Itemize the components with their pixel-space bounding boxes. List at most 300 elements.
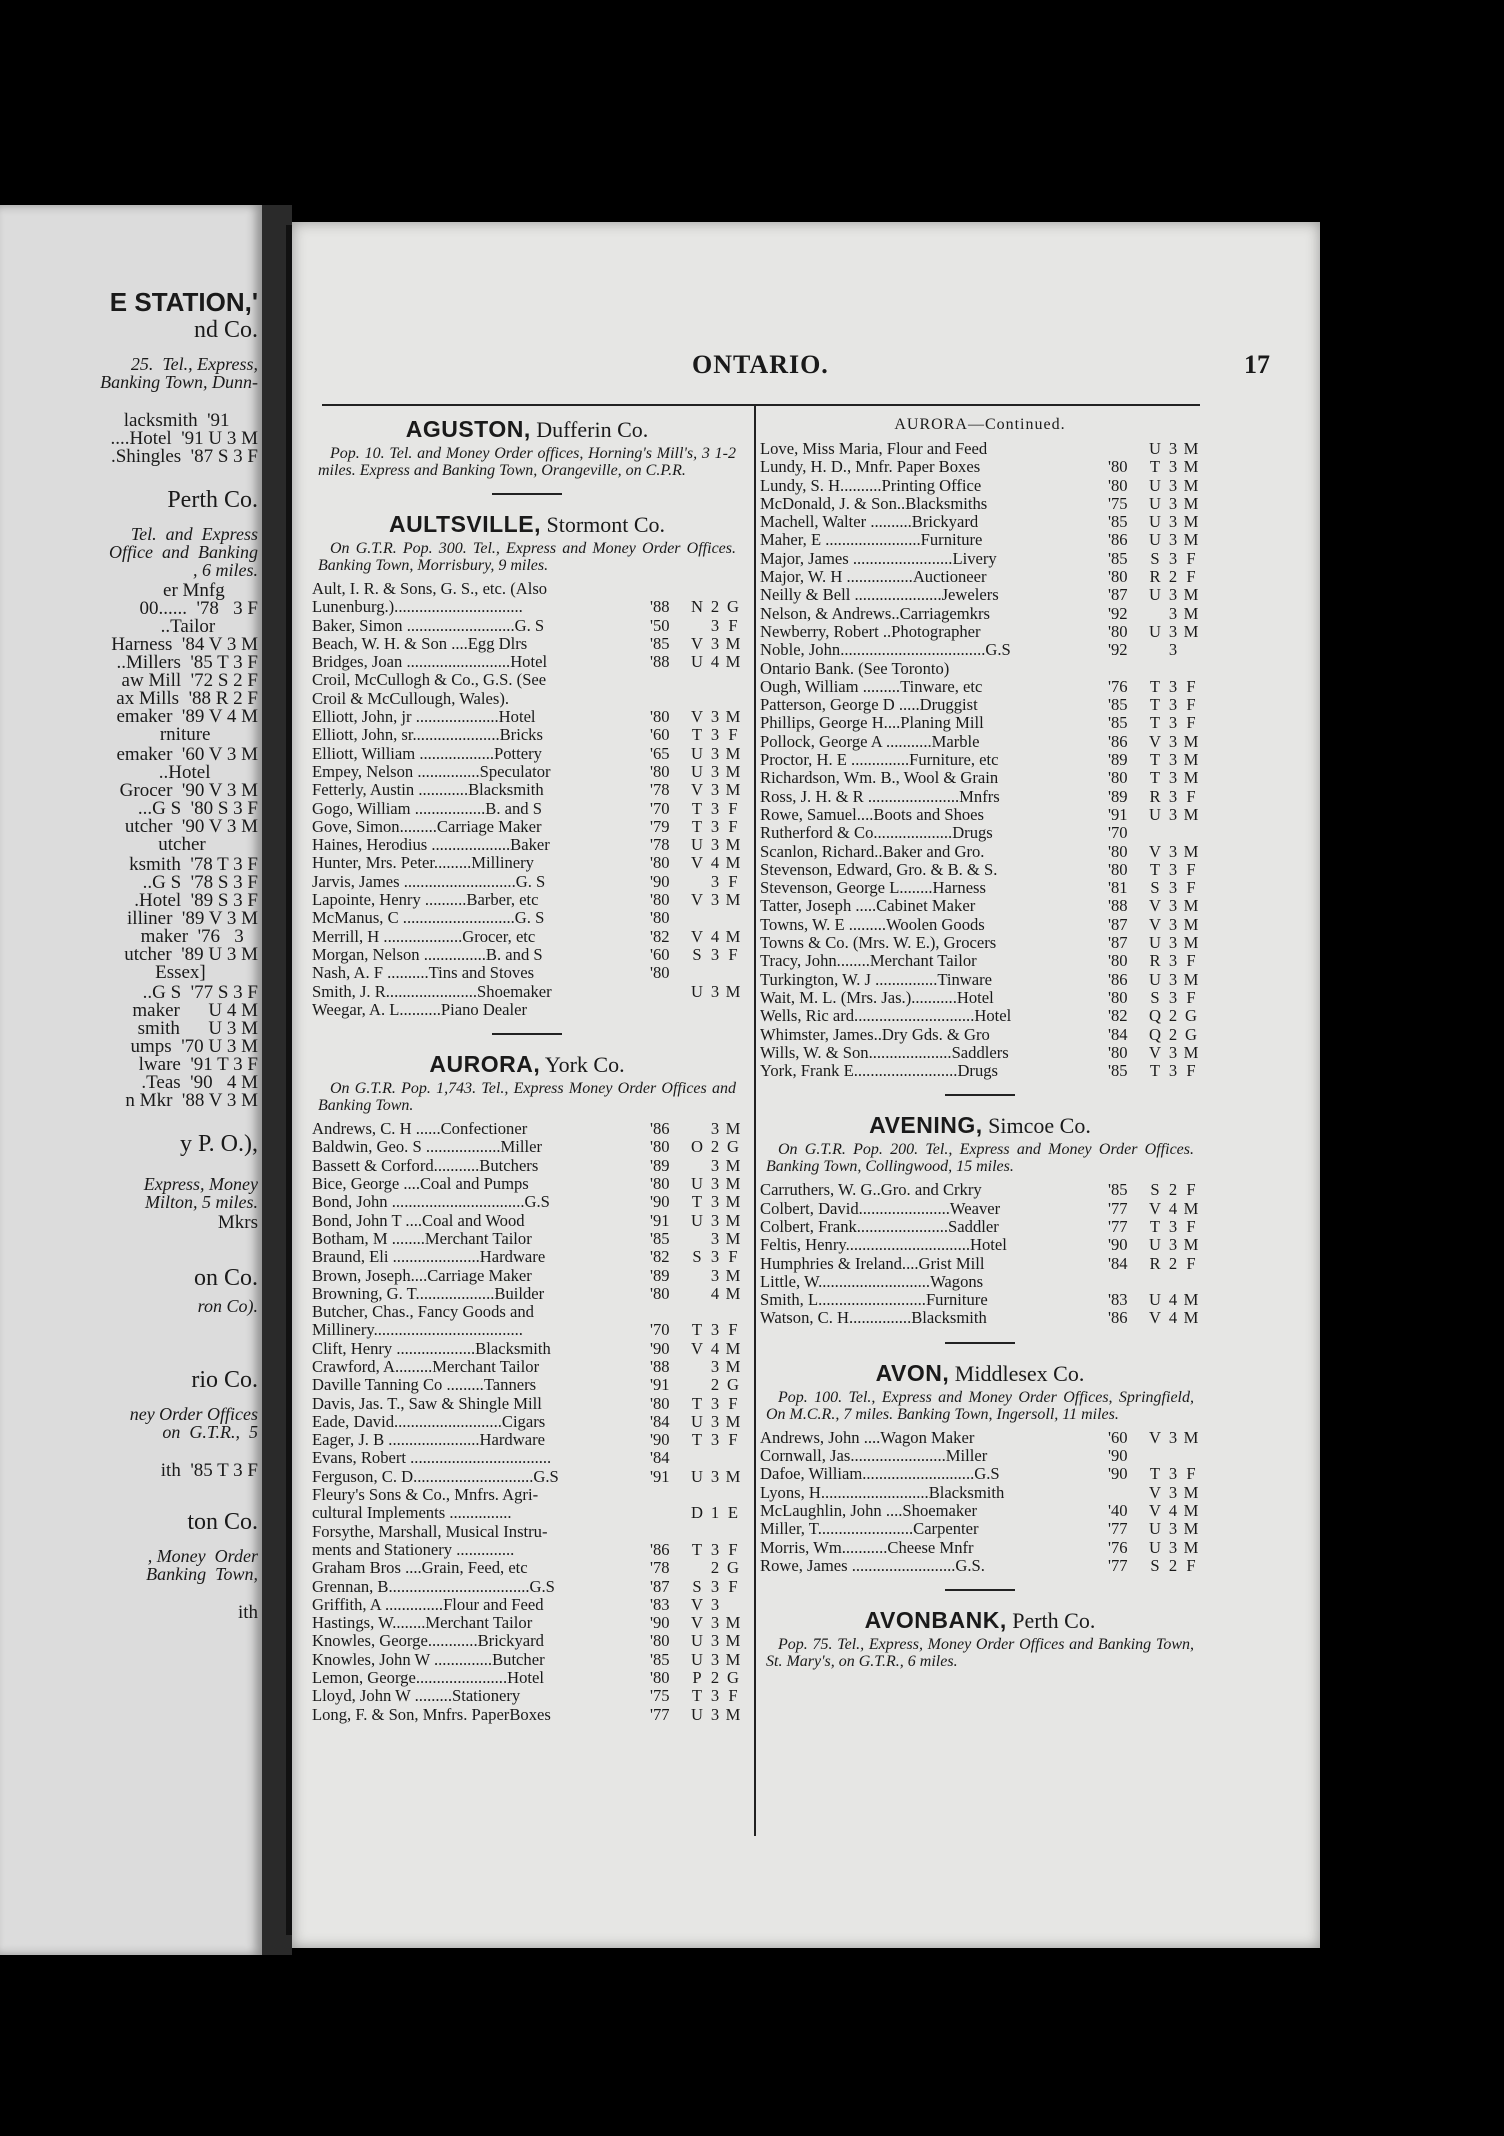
listing-rating-number: [706, 1303, 724, 1321]
listing-year: '87: [650, 1576, 670, 1596]
left-page-fragment: ....Hotel '91 U 3 M: [110, 428, 258, 449]
listing-rating-letter: P: [692, 1668, 702, 1688]
town-name: AGUSTON,: [405, 416, 531, 442]
county-name: Dufferin Co.: [536, 417, 649, 442]
listing-row: [312, 1669, 742, 1687]
listing-rating-number: 3: [1168, 987, 1178, 1007]
listing-rating-letter: U: [691, 1174, 703, 1194]
listing-name: Rowe, Samuel....Boots and Shoes: [760, 805, 985, 824]
listing-name: Fleury's Sons & Co., Mnfrs. Agri-: [312, 1486, 539, 1505]
listing-rating-letter: U: [1149, 530, 1161, 550]
listing-credit-code: M: [725, 1119, 741, 1139]
listing-rating-letter: U: [691, 743, 703, 763]
listing-rating-number: 3: [1168, 804, 1178, 824]
listing-year: '90: [1108, 1464, 1128, 1484]
left-page-fragment: Harness '84 V 3 M: [111, 634, 258, 655]
listing-rating-letter: U: [1149, 1290, 1161, 1310]
listing-credit-code: M: [1183, 457, 1199, 477]
listing-row: [760, 1502, 1200, 1520]
left-page-fragment: Tel. and Express: [130, 524, 258, 544]
listing-row: [760, 806, 1200, 824]
listing-rating-letter: [688, 964, 706, 982]
listing-name: Fetterly, Austin ............Blacksmith: [312, 781, 544, 800]
listing-row: [312, 1559, 742, 1577]
listing-name: Love, Miss Maria, Flour and Feed: [760, 440, 988, 458]
listing-name: Smith, L..........................Furniture: [760, 1291, 988, 1310]
listing-rating-number: 3: [710, 835, 720, 855]
left-page-fragment: Perth Co.: [167, 487, 258, 513]
listing-credit-code: F: [1186, 567, 1196, 587]
listing-name: York, Frank E.........................Drugs: [760, 1062, 999, 1081]
listing-row: [312, 1376, 742, 1394]
listing-year: '60: [650, 725, 670, 745]
left-page-fragment: ax Mills '88 R 2 F: [116, 688, 258, 709]
listing-rating-letter: V: [691, 926, 703, 946]
listing-rating-number: [706, 909, 724, 927]
listing-credit-code: M: [725, 981, 741, 1001]
listing-credit-code: M: [725, 1155, 741, 1175]
listing-rating-letter: [1146, 660, 1164, 678]
listing-row: [312, 1541, 742, 1559]
listing-credit-code: F: [728, 1686, 738, 1706]
listing-rating-letter: V: [691, 1594, 703, 1614]
listing-credit-code: M: [725, 926, 741, 946]
listing-credit-code: M: [725, 1649, 741, 1669]
listing-name: Feltis, Henry..............................Hotel: [760, 1236, 1007, 1255]
listing-name: Hunter, Mrs. Peter.........Millinery: [312, 854, 534, 873]
town-description: On G.T.R. Pop. 300. Tel., Express and Money Order Offices. Banking Town, Morrisbury, 9 miles.: [318, 540, 736, 574]
listing-year: '87: [1108, 585, 1128, 605]
listing-year: '77: [1108, 1519, 1128, 1539]
left-page-fragment: E STATION,': [109, 287, 258, 317]
listing-credit-code: M: [1183, 914, 1199, 934]
listing-row: [760, 1044, 1200, 1062]
listing-name: Bassett & Corford...........Butchers: [312, 1156, 539, 1175]
listing-row: [760, 641, 1200, 659]
listing-credit-code: [1182, 641, 1200, 659]
listing-row: [312, 1504, 742, 1522]
listing-credit-code: F: [1186, 548, 1196, 568]
listing-rating-number: 3: [1168, 695, 1178, 715]
listing-rating-number: 3: [710, 1649, 720, 1669]
listing-rating-letter: [688, 1358, 706, 1376]
listing-credit-code: M: [1183, 750, 1199, 770]
left-page-fragment: ron Co).: [197, 1296, 258, 1316]
listing-credit-code: F: [1186, 676, 1196, 696]
listing-rating-letter: [688, 1303, 706, 1321]
listing-year: '80: [650, 1668, 670, 1688]
listing-rating-letter: U: [1149, 512, 1161, 532]
listing-rating-number: 4: [710, 652, 720, 672]
listing-row: [760, 897, 1200, 915]
listing-rating-letter: N: [691, 597, 703, 617]
listing-year: '84: [650, 1411, 670, 1431]
listing-rating-number: 3: [1168, 475, 1178, 495]
listing-credit-code: M: [1183, 585, 1199, 605]
listing-name: Griffith, A ..............Flour and Feed: [312, 1595, 544, 1614]
section-separator: [945, 1589, 1015, 1591]
listing-name: Patterson, George D .....Druggist: [760, 696, 978, 715]
left-page-fragment: emaker '60 V 3 M: [116, 744, 258, 765]
listing-year: '80: [650, 853, 670, 873]
listing-credit-code: F: [728, 1393, 738, 1413]
listing-rating-number: 3: [710, 633, 720, 653]
listing-row: [312, 1340, 742, 1358]
listing-rating-letter: V: [691, 890, 703, 910]
listing-rating-letter: R: [1149, 567, 1161, 587]
listing-name: Ferguson, C. D.............................G.S: [312, 1467, 559, 1486]
listing-rating-letter: [688, 1001, 706, 1019]
listing-row: [760, 623, 1200, 641]
listing-row: [312, 891, 742, 909]
listing-year: '86: [1108, 969, 1128, 989]
listing-name: Miller, T.......................Carpenter: [760, 1520, 979, 1539]
listing-row: [312, 946, 742, 964]
listing-year: '70: [1108, 823, 1128, 843]
listing-rating-number: 2: [710, 1558, 720, 1578]
listing-credit-code: E: [727, 1503, 739, 1523]
listing-year: '85: [650, 1649, 670, 1669]
listing-credit-code: M: [725, 633, 741, 653]
listing-rating-number: 3: [710, 1686, 720, 1706]
left-page-fragment: rio Co.: [191, 1367, 258, 1393]
listing-rating-number: 3: [710, 1247, 720, 1267]
listing-name: Croil & McCullough, Wales).: [312, 689, 510, 708]
listing-rating-letter: V: [691, 780, 703, 800]
listing-year: [650, 1486, 688, 1504]
listing-year: '80: [1108, 457, 1128, 477]
listing-row: [312, 598, 742, 616]
listing-row: [312, 708, 742, 726]
listing-rating-number: 3: [710, 1119, 720, 1139]
listing-name: Humphries & Ireland....Grist Mill: [760, 1254, 985, 1273]
listing-name: Browning, G. T...................Builder: [312, 1284, 545, 1303]
listing-rating-letter: D: [691, 1503, 703, 1523]
left-page-fragment: ..Hotel: [158, 762, 258, 783]
listing-year: '86: [650, 1539, 670, 1559]
listing-rating-letter: T: [1149, 695, 1161, 715]
listing-rating-number: 3: [1168, 896, 1178, 916]
listing-rating-letter: U: [691, 652, 703, 672]
listing-rating-number: [706, 1486, 724, 1504]
listing-rating-letter: [1146, 1273, 1164, 1291]
left-page-fragment: umps '70 U 3 M: [130, 1036, 258, 1057]
listing-name: Newberry, Robert ..Photographer: [760, 622, 981, 641]
left-page-fragment: ..G S '77 S 3 F: [142, 982, 258, 1003]
listing-year: [650, 1523, 688, 1541]
listing-row: [312, 1395, 742, 1413]
listing-rating-letter: U: [691, 761, 703, 781]
listing-rating-number: [706, 690, 724, 708]
listing-row: [760, 1484, 1200, 1502]
listing-credit-code: F: [728, 1320, 738, 1340]
listing-credit-code: [724, 671, 742, 689]
listing-rating-number: 4: [1168, 1198, 1178, 1218]
listing-credit-code: M: [1183, 621, 1199, 641]
listing-credit-code: M: [725, 1265, 741, 1285]
listing-row: [312, 580, 742, 598]
listing-rating-number: 2: [710, 1668, 720, 1688]
listing-year: '85: [1108, 1180, 1128, 1200]
listing-year: '78: [650, 835, 670, 855]
listing-rating-letter: T: [691, 1393, 703, 1413]
left-page-fragment: , Money Order: [147, 1546, 258, 1566]
listing-rating-number: 3: [1168, 1061, 1178, 1081]
listing-rating-letter: S: [1150, 878, 1160, 898]
listing-credit-code: M: [725, 1338, 741, 1358]
listing-rating-letter: U: [691, 1631, 703, 1651]
town-heading: [312, 1051, 742, 1078]
listing-rating-number: 3: [710, 1265, 720, 1285]
listing-row: [760, 733, 1200, 751]
listing-year: '80: [650, 1137, 670, 1157]
listing-name: Grennan, B..................................G.S: [312, 1577, 555, 1596]
left-page-fragment: Essex]: [155, 962, 258, 983]
listing-credit-code: M: [725, 890, 741, 910]
listing-rating-number: 3: [710, 1576, 720, 1596]
listing-row: [760, 1465, 1200, 1483]
left-page-fragment: Banking Town, Dunn-: [100, 372, 258, 392]
listing-name: Wells, Ric ard.............................Hotel: [760, 1007, 1012, 1026]
listing-rating-letter: T: [1149, 713, 1161, 733]
listing-year: '78: [650, 780, 670, 800]
listing-row: [760, 1447, 1200, 1465]
listing-row: [760, 1062, 1200, 1080]
county-name: Perth Co.: [1012, 1608, 1096, 1634]
listing-year: [1108, 1484, 1146, 1502]
listing-year: '91: [650, 1466, 670, 1486]
listing-name: Ough, William .........Tinware, etc: [760, 677, 983, 696]
listing-row: [312, 1138, 742, 1156]
left-page-fragment: on Co.: [193, 1265, 258, 1291]
column-left: [312, 412, 742, 1724]
listing-rating-number: 3: [710, 981, 720, 1001]
listing-name: Braund, Eli .....................Hardware: [312, 1248, 546, 1267]
town-heading: [312, 511, 742, 538]
listing-rating-number: 4: [1168, 1500, 1178, 1520]
listing-row: [760, 769, 1200, 787]
listing-name: Millinery....................................: [312, 1321, 523, 1340]
listing-credit-code: [1182, 1447, 1200, 1465]
listing-name: McLaughlin, John ....Shoemaker: [760, 1501, 978, 1520]
left-page-fragment: Grocer '90 V 3 M: [119, 780, 258, 801]
left-page-fragment: ..Tailor: [160, 616, 258, 637]
listing-name: Long, F. & Son, Mnfrs. PaperBoxes: [312, 1705, 551, 1724]
listing-name: Beach, W. H. & Son ....Egg Dlrs: [312, 634, 528, 653]
listing-row: [760, 843, 1200, 861]
listing-year: '76: [1108, 676, 1128, 696]
listing-rating-number: 3: [1168, 859, 1178, 879]
listing-year: '84: [1108, 1024, 1128, 1044]
listing-rating-letter: T: [691, 798, 703, 818]
listing-rating-number: [706, 671, 724, 689]
listing-name: McManus, C ...........................G. S: [312, 909, 545, 928]
listing-credit-code: M: [1183, 969, 1199, 989]
listing-credit-code: F: [728, 816, 738, 836]
listing-year: '80: [1108, 951, 1128, 971]
town-name: AULTSVILLE,: [388, 511, 541, 537]
listing-rating-letter: U: [1149, 1519, 1161, 1539]
listing-name: Andrews, John ....Wagon Maker: [760, 1428, 975, 1447]
listing-year: [650, 1303, 688, 1321]
listing-year: [1108, 440, 1146, 458]
listing-year: '80: [1108, 621, 1128, 641]
listing-credit-code: M: [725, 1283, 741, 1303]
listing-row: [760, 568, 1200, 586]
listing-year: '85: [1108, 713, 1128, 733]
listing-name: Andrews, C. H ......Confectioner: [312, 1120, 528, 1139]
listing-row: [760, 696, 1200, 714]
listing-row: [760, 1255, 1200, 1273]
listing-credit-code: M: [725, 652, 741, 672]
listing-rating-letter: U: [1149, 1235, 1161, 1255]
listing-row: [760, 495, 1200, 513]
listing-name: Nash, A. F ..........Tins and Stoves: [312, 964, 535, 983]
listing-row: [312, 745, 742, 763]
listing-credit-code: F: [1186, 1061, 1196, 1081]
listing-row: [312, 1468, 742, 1486]
listing-credit-code: F: [1186, 695, 1196, 715]
left-page-fragment: .Teas '90 4 M: [141, 1072, 258, 1093]
listing-name: Hastings, W........Merchant Tailor: [312, 1614, 533, 1633]
listing-year: '50: [650, 615, 670, 635]
listing-year: '92: [1108, 603, 1128, 623]
listing-rating-letter: V: [1149, 731, 1161, 751]
left-page-fragment: ksmith '78 T 3 F: [129, 854, 258, 875]
listing-row: [312, 1632, 742, 1650]
listing-rating-number: 3: [1168, 969, 1178, 989]
listing-year: '78: [650, 1558, 670, 1578]
listing-rating-letter: [688, 1157, 706, 1175]
listing-rating-number: 2: [710, 1375, 720, 1395]
listing-rating-number: 3: [710, 725, 720, 745]
listing-row: [312, 781, 742, 799]
listing-year: '86: [1108, 731, 1128, 751]
listing-year: '80: [650, 1283, 670, 1303]
listing-credit-code: M: [1183, 768, 1199, 788]
listing-rating-letter: T: [691, 1539, 703, 1559]
listing-year: '85: [1108, 512, 1128, 532]
listing-name: Tatter, Joseph .....Cabinet Maker: [760, 897, 976, 916]
listing-rating-letter: U: [691, 1466, 703, 1486]
left-page-fragment: 25. Tel., Express,: [130, 354, 258, 374]
listing-row: [760, 1291, 1200, 1309]
listing-credit-code: M: [725, 1613, 741, 1633]
page-number: 17: [1244, 350, 1270, 379]
listing-credit-code: F: [1186, 1464, 1196, 1484]
listing-name: Stevenson, George L........Harness: [760, 879, 986, 898]
listing-rating-letter: V: [1149, 1482, 1161, 1502]
listing-credit-code: M: [1183, 493, 1199, 513]
listing-credit-code: [724, 1449, 742, 1467]
listing-year: [650, 580, 688, 598]
listing-year: '88: [1108, 896, 1128, 916]
listing-year: '87: [1108, 914, 1128, 934]
listing-name: Butcher, Chas., Fancy Goods and: [312, 1303, 534, 1322]
listing-credit-code: M: [1183, 475, 1199, 495]
listing-row: [760, 989, 1200, 1007]
listing-rating-number: 3: [710, 1356, 720, 1376]
listing-rating-number: 3: [710, 890, 720, 910]
listing-rating-letter: V: [1149, 914, 1161, 934]
listing-rating-number: 3: [710, 1430, 720, 1450]
listing-row: [312, 671, 742, 689]
listing-year: '77: [1108, 1555, 1128, 1575]
listing-row: [760, 440, 1200, 458]
listing-rating-number: [1164, 660, 1182, 678]
listing-name: Major, James ........................Livery: [760, 549, 997, 568]
listing-credit-code: G: [1185, 1006, 1197, 1026]
county-name: Simcoe Co.: [988, 1113, 1091, 1139]
listing-name: Botham, M ........Merchant Tailor: [312, 1229, 532, 1248]
listing-credit-code: M: [1183, 1500, 1199, 1520]
town-heading: [760, 1360, 1200, 1387]
listing-rating-letter: V: [691, 707, 703, 727]
listing-row: [312, 1285, 742, 1303]
listing-rating-number: 3: [1168, 731, 1178, 751]
listing-name: Wait, M. L. (Mrs. Jas.)...........Hotel: [760, 988, 994, 1007]
listing-credit-code: M: [725, 853, 741, 873]
listing-rating-letter: V: [1149, 1500, 1161, 1520]
town-heading: [760, 1112, 1200, 1139]
listing-name: Croil, McCullogh & Co., G.S. (See: [312, 671, 547, 690]
listing-rating-number: 3: [710, 1631, 720, 1651]
listing-rating-number: 3: [1168, 1235, 1178, 1255]
listing-row: [760, 458, 1200, 476]
listing-credit-code: [724, 580, 742, 598]
listing-row: [312, 854, 742, 872]
listing-year: '77: [650, 1704, 670, 1724]
listing-credit-code: F: [728, 871, 738, 891]
left-page-fragment: n Mkr '88 V 3 M: [125, 1090, 258, 1111]
listing-credit-code: M: [1183, 530, 1199, 550]
listing-row: [312, 1175, 742, 1193]
town-description: On G.T.R. Pop. 1,743. Tel., Express Money Order Offices and Banking Town.: [318, 1080, 736, 1115]
listing-year: '90: [650, 1430, 670, 1450]
left-page-fragment: utcher '89 U 3 M: [124, 944, 258, 965]
listing-row: [760, 1557, 1200, 1575]
listing-rating-number: 3: [710, 871, 720, 891]
listing-rating-letter: S: [1150, 1180, 1160, 1200]
left-page-fragment: ...G S '80 S 3 F: [137, 798, 258, 819]
listing-credit-code: F: [1186, 1180, 1196, 1200]
listing-rating-number: 3: [1168, 457, 1178, 477]
listing-name: Proctor, H. E ..............Furniture, etc: [760, 751, 999, 770]
listing-rating-letter: [688, 617, 706, 635]
left-page-fragment: lacksmith '91: [123, 410, 258, 431]
listing-year: '88: [650, 597, 670, 617]
listing-rating-letter: [688, 1267, 706, 1285]
listing-rating-letter: V: [1149, 1427, 1161, 1447]
listing-rating-letter: [688, 580, 706, 598]
listing-credit-code: F: [1186, 786, 1196, 806]
listing-rating-number: [1164, 1273, 1182, 1291]
listing-year: '80: [650, 1631, 670, 1651]
listing-year: '92: [1108, 640, 1128, 660]
listing-name: Rowe, James .........................G.S.: [760, 1556, 985, 1575]
listing-name: Ontario Bank. (See Toronto): [760, 659, 950, 678]
column-divider: [754, 406, 756, 1836]
left-page-fragment: utcher '90 V 3 M: [124, 816, 258, 837]
listing-rating-number: 3: [710, 1174, 720, 1194]
listing-rating-number: 4: [710, 1338, 720, 1358]
listing-row: [312, 800, 742, 818]
listing-credit-code: F: [728, 944, 738, 964]
listing-row: [312, 635, 742, 653]
listing-year: '85: [1108, 548, 1128, 568]
listing-name: Lundy, H. D., Mnfr. Paper Boxes: [760, 458, 981, 477]
listing-row: [760, 751, 1200, 769]
